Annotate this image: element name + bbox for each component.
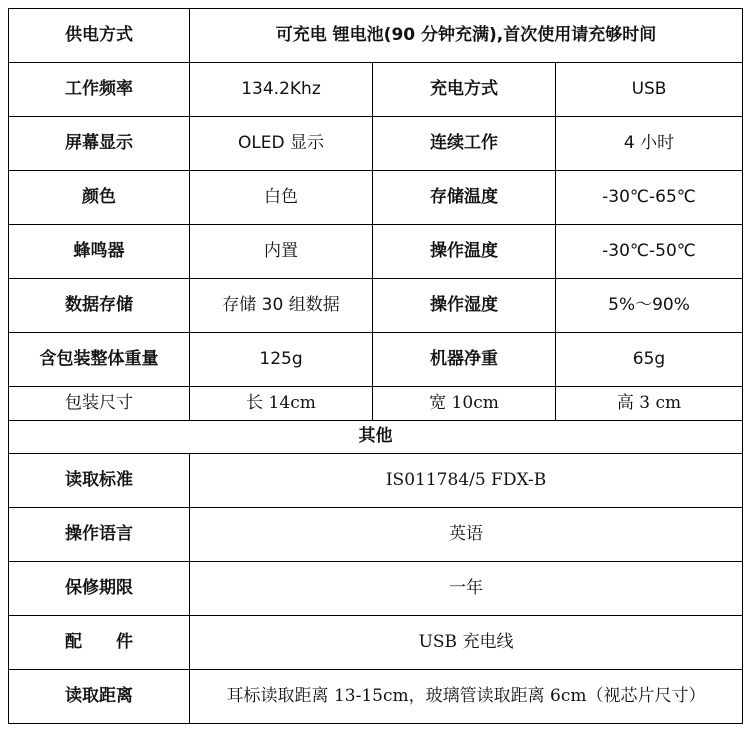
- screen-label: 屏幕显示: [9, 117, 190, 171]
- accessory-label: 配 件: [9, 616, 190, 670]
- row-package-size: [9, 387, 743, 421]
- row-standard: [9, 454, 743, 508]
- screen-value: OLED 显示: [190, 117, 373, 171]
- power-label: 供电方式: [9, 9, 190, 63]
- package-size-label: 包装尺寸: [9, 387, 190, 421]
- net-weight-label: 机器净重: [373, 333, 556, 387]
- language-value: 英语: [190, 508, 743, 562]
- operating-temp-value: -30℃-50℃: [556, 225, 743, 279]
- language-label: 操作语言: [9, 508, 190, 562]
- gross-weight-value: 125g: [190, 333, 373, 387]
- operating-temp-label: 操作温度: [373, 225, 556, 279]
- row-storage: [9, 279, 743, 333]
- continuous-work-value: 4 小时: [556, 117, 743, 171]
- continuous-work-label: 连续工作: [373, 117, 556, 171]
- data-storage-value: 存储 30 组数据: [190, 279, 373, 333]
- row-weight: [9, 333, 743, 387]
- color-label: 颜色: [9, 171, 190, 225]
- package-length: 长 14cm: [190, 387, 373, 421]
- read-standard-label: 读取标准: [9, 454, 190, 508]
- humidity-label: 操作湿度: [373, 279, 556, 333]
- charging-value: USB: [556, 63, 743, 117]
- package-width: 宽 10cm: [373, 387, 556, 421]
- charging-label: 充电方式: [373, 63, 556, 117]
- storage-temp-label: 存储温度: [373, 171, 556, 225]
- warranty-label: 保修期限: [9, 562, 190, 616]
- accessory-value: USB 充电线: [190, 616, 743, 670]
- read-standard-value: IS011784/5 FDX-B: [190, 454, 743, 508]
- package-height: 高 3 cm: [556, 387, 743, 421]
- storage-temp-value: -30℃-65℃: [556, 171, 743, 225]
- row-accessory: [9, 616, 743, 670]
- spec-table: [8, 8, 743, 724]
- gross-weight-label: 含包装整体重量: [9, 333, 190, 387]
- humidity-value: 5%～90%: [556, 279, 743, 333]
- warranty-value: 一年: [190, 562, 743, 616]
- row-frequency: [9, 63, 743, 117]
- row-distance: [9, 670, 743, 724]
- read-distance-label: 读取距离: [9, 670, 190, 724]
- power-value: 可充电 锂电池(90 分钟充满),首次使用请充够时间: [190, 9, 743, 63]
- net-weight-value: 65g: [556, 333, 743, 387]
- color-value: 白色: [190, 171, 373, 225]
- frequency-label: 工作频率: [9, 63, 190, 117]
- row-color: [9, 171, 743, 225]
- frequency-value: 134.2Khz: [190, 63, 373, 117]
- row-power: [9, 9, 743, 63]
- data-storage-label: 数据存储: [9, 279, 190, 333]
- read-distance-value: 耳标读取距离 13-15cm，玻璃管读取距离 6cm（视芯片尺寸）: [190, 670, 743, 724]
- row-screen: [9, 117, 743, 171]
- other-section-title: 其他: [9, 421, 743, 454]
- row-other-heading: [9, 421, 743, 454]
- row-buzzer: [9, 225, 743, 279]
- buzzer-value: 内置: [190, 225, 373, 279]
- buzzer-label: 蜂鸣器: [9, 225, 190, 279]
- row-language: [9, 508, 743, 562]
- row-warranty: [9, 562, 743, 616]
